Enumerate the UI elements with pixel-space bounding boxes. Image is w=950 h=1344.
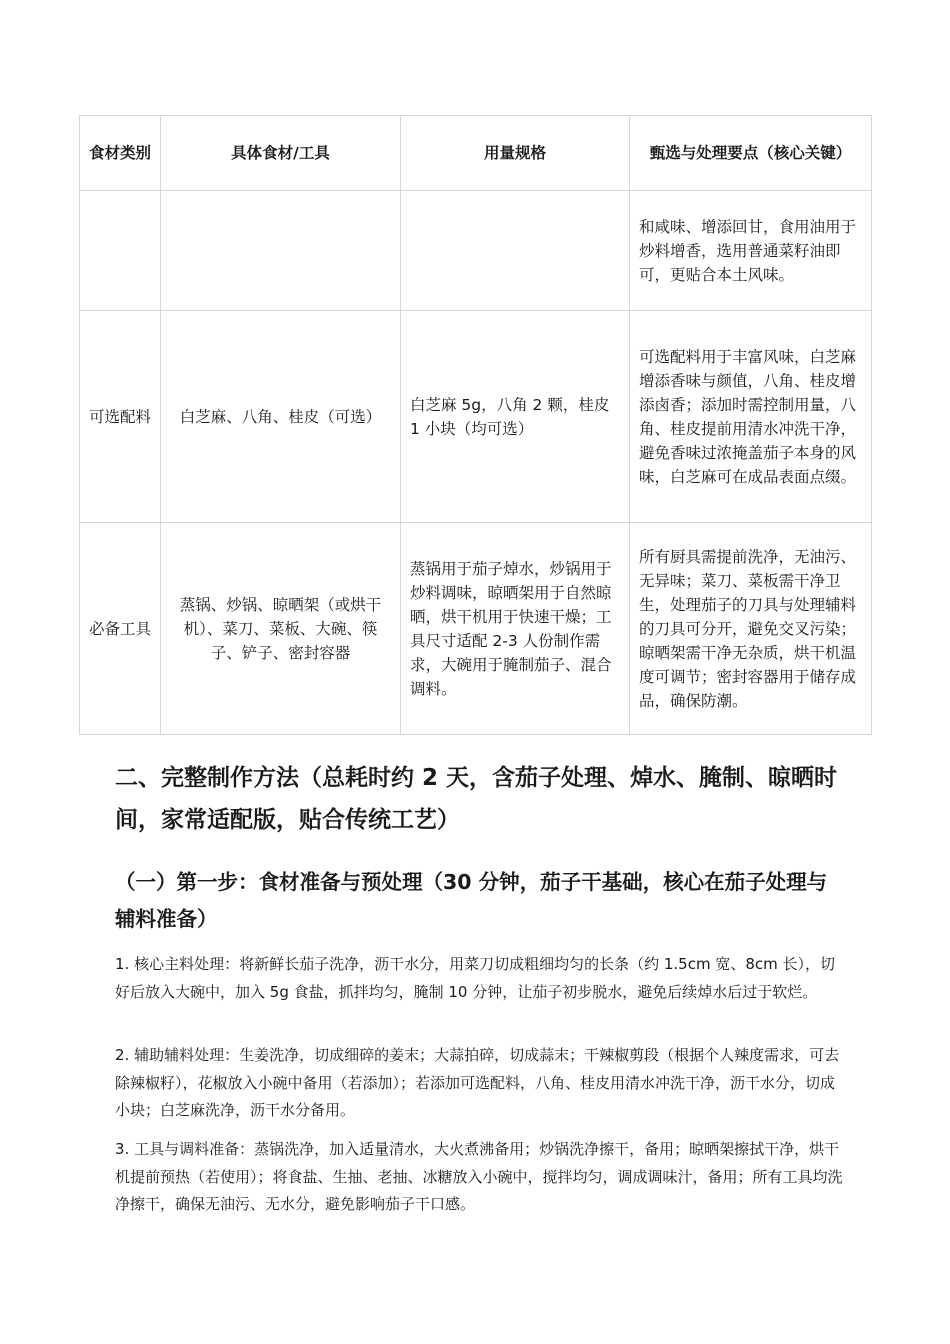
paragraph-auxiliary: 2. 辅助辅料处理：生姜洗净，切成细碎的姜末；大蒜拍碎，切成蒜末；干辣椒剪段（根据个人辣度需求，可去除辣椒籽），花椒放入小碗中备用（若添加）；若添加可选配料，八角、桂皮用清水冲洗干净，沥干水分，切成小块；白芝麻洗净，沥干水分备用。 [115,1046,840,1119]
cell-notes: 可选配料用于丰富风味，白芝麻增添香味与颜值，八角、桂皮增添卤香；添加时需控制用量，八角、桂皮提前用清水冲洗干净，避免香味过浓掩盖茄子本身的风味，白芝麻可在成品表面点缀。 [630,311,872,523]
cell-amount: 蒸锅用于茄子焯水，炒锅用于炒料调味，晾晒架用于自然晾晒，烘干机用于快速干燥；工具尺寸适配 2-3 人份制作需求，大碗用于腌制茄子、混合调料。 [401,523,630,735]
table-row [80,523,872,735]
header-items: 具体食材/工具 [161,116,401,191]
cell-items: 蒸锅、炒锅、晾晒架（或烘干机）、菜刀、菜板、大碗、筷子、铲子、密封容器 [161,523,401,735]
table-row [80,191,872,311]
header-amount: 用量规格 [401,116,630,191]
header-category: 食材类别 [80,116,161,191]
table-row [80,311,872,523]
cell-amount [401,191,630,311]
ingredients-table [79,115,872,735]
cell-category: 必备工具 [80,523,161,735]
table-header-row [80,116,872,191]
cell-items [161,191,401,311]
cell-amount: 白芝麻 5g，八角 2 颗，桂皮 1 小块（均可选） [401,311,630,523]
cell-notes: 和咸味、增添回甘，食用油用于炒料增香，选用普通菜籽油即可，更贴合本土风味。 [630,191,872,311]
paragraph-main-ingredient: 1. 核心主料处理：将新鲜长茄子洗净，沥干水分，用菜刀切成粗细均匀的长条（约 1.5cm 宽、8cm 长），切好后放入大碗中，加入 5g 食盐，抓拌均匀，腌制 10 分钟，让茄子初步脱水，避免后续焯水后过于软烂。 [115,955,836,1001]
cell-category [80,191,161,311]
step-heading: （一）第一步：食材准备与预处理（30 分钟，茄子干基础，核心在茄子处理与辅料准备） [115,870,828,931]
cell-category: 可选配料 [80,311,161,523]
section-heading: 二、完整制作方法（总耗时约 2 天，含茄子处理、焯水、腌制、晾晒时间，家常适配版，贴合传统工艺） [115,765,838,833]
cell-notes: 所有厨具需提前洗净，无油污、无异味；菜刀、菜板需干净卫生，处理茄子的刀具与处理辅料的刀具可分开，避免交叉污染；晾晒架需干净无杂质，烘干机温度可调节；密封容器用于储存成品，确保防潮。 [630,523,872,735]
paragraph-tools: 3. 工具与调料准备：蒸锅洗净，加入适量清水，大火煮沸备用；炒锅洗净擦干，备用；晾晒架擦拭干净，烘干机提前预热（若使用）；将食盐、生抽、老抽、冰糖放入小碗中，搅拌均匀，调成调味汁，备用；所有工具均洗净擦干，确保无油污、无水分，避免影响茄子干口感。 [115,1140,843,1213]
header-notes: 甄选与处理要点（核心关键） [630,116,872,191]
cell-items: 白芝麻、八角、桂皮（可选） [161,311,401,523]
